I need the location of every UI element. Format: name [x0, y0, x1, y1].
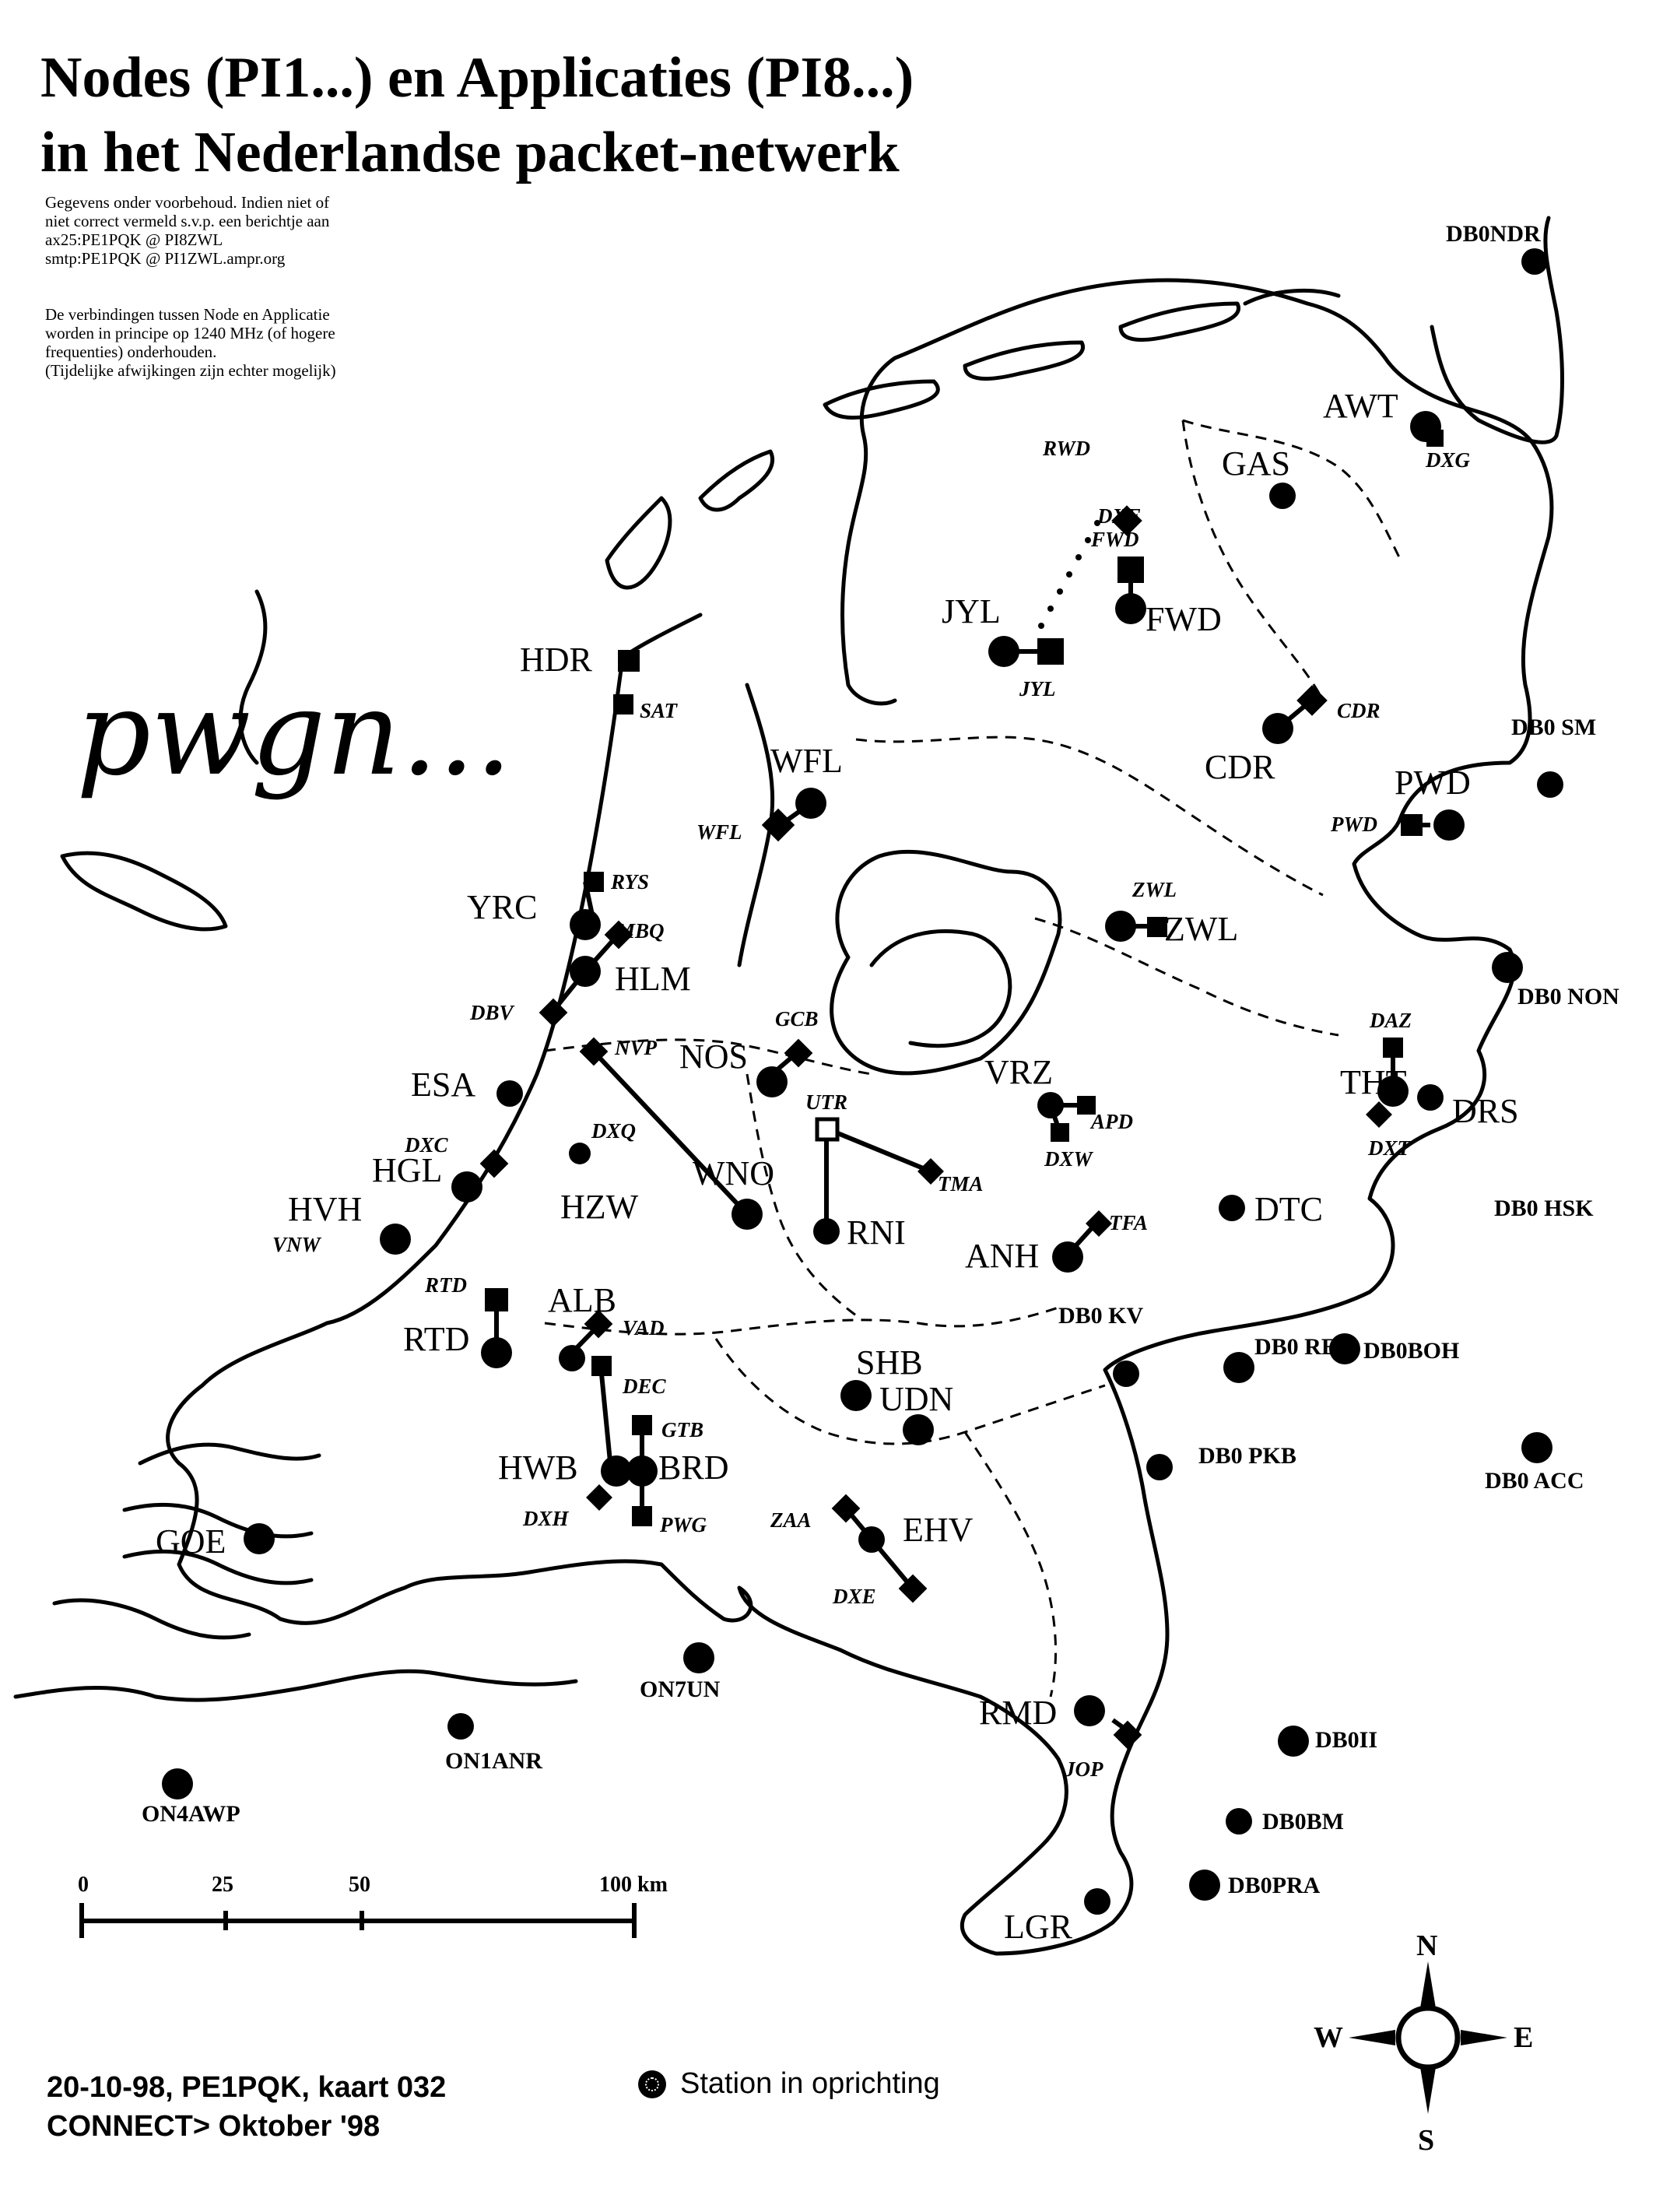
node-marker-cdr [1262, 713, 1293, 744]
node-marker-yrc [570, 909, 601, 940]
label-db0acc: DB0 ACC [1485, 1468, 1584, 1494]
app-marker-gtb [632, 1415, 652, 1435]
node-marker-hvh [380, 1224, 411, 1255]
label-on7un: ON7UN [640, 1677, 721, 1702]
app-label-gcb: GCB [775, 1007, 819, 1031]
label-db0sm: DB0 SM [1511, 715, 1597, 740]
label-db0res: DB0 RES [1254, 1334, 1350, 1360]
label-rni: RNI [847, 1213, 906, 1252]
disclaimer-frequency: De verbindingen tussen Node en Applicatie worden in principe op 1240 MHz (of hogere frequenties) onderhouden. (Tijdelijke afwijkingen zijn echter mogelijk) [45, 305, 336, 380]
compass-north: N [1416, 1929, 1438, 1962]
node-marker-rni [813, 1218, 840, 1245]
node-marker-hgl [451, 1171, 482, 1203]
node-marker-db0kv [1113, 1361, 1139, 1387]
node-marker-db0non [1492, 952, 1523, 983]
node-marker-ehv [858, 1526, 885, 1553]
station-in-construction-icon [638, 2070, 666, 2098]
node-marker-on1anr [447, 1713, 474, 1740]
node-marker-db0bm [1226, 1808, 1252, 1835]
label-db0ndr: DB0NDR [1446, 221, 1541, 247]
node-marker-gas [1269, 483, 1296, 509]
node-marker-wfl [795, 788, 826, 819]
label-esa: ESA [411, 1066, 476, 1104]
app-marker-dec [591, 1356, 612, 1376]
node-marker-pwd [1433, 809, 1465, 841]
node-marker-zwl [1105, 911, 1136, 942]
node-marker-db0pra [1189, 1870, 1220, 1901]
app-label-dxg: DXG [1426, 448, 1471, 472]
label-jyl: JYL [942, 592, 1001, 630]
scale-label-0: 0 [78, 1873, 89, 1897]
label-cdr: CDR [1205, 748, 1275, 786]
label-ehv: EHV [903, 1511, 974, 1549]
node-marker-on4awp [162, 1768, 193, 1799]
handwritten-scribble: pwgn... [76, 666, 513, 802]
app-label-pwg: PWG [660, 1513, 707, 1536]
app-label-jop: JOP [1065, 1757, 1103, 1781]
node-marker-anh [1052, 1241, 1083, 1273]
app-label-rys: RYS [611, 870, 650, 894]
label-alb: ALB [548, 1281, 616, 1319]
label-rtd: RTD [403, 1320, 470, 1358]
scale-bar [78, 1873, 668, 1938]
legend [638, 2067, 940, 2101]
scale-label-50: 50 [349, 1873, 370, 1897]
app-marker-dbv [539, 999, 568, 1027]
label-drs: DRS [1452, 1092, 1519, 1130]
label-db0boh: DB0BOH [1363, 1338, 1460, 1364]
app-label-dxw: DXW [1044, 1147, 1093, 1171]
label-hdr: HDR [520, 641, 592, 679]
label-hgl: HGL [372, 1151, 443, 1189]
app-marker-rtd [485, 1288, 508, 1311]
node-marker-goe [244, 1523, 275, 1554]
app-label-vnw: VNW [272, 1233, 321, 1256]
scale-label-100: 100 km [599, 1873, 668, 1897]
label-tht: THT [1340, 1063, 1407, 1101]
label-db0kv: DB0 KV [1058, 1303, 1144, 1329]
node-marker-dtc [1219, 1195, 1245, 1221]
node-marker-db0ii [1278, 1726, 1309, 1757]
app-label-rtd: RTD [425, 1273, 467, 1297]
label-db0ii: DB0II [1315, 1727, 1378, 1753]
footer-connect: CONNECT> Oktober '98 [47, 2110, 381, 2143]
scale-label-25: 25 [212, 1873, 233, 1897]
app-label-dec: DEC [623, 1375, 666, 1398]
app-label-daz: DAZ [1370, 1009, 1412, 1032]
node-marker-db0pkb [1146, 1454, 1173, 1480]
app-label-sat: SAT [640, 699, 678, 722]
node-app-links [496, 570, 1430, 1734]
app-label-dxc: DXC [405, 1133, 448, 1157]
app-label-dxt: DXT [1368, 1136, 1410, 1160]
label-lgr: LGR [1004, 1908, 1072, 1946]
title-line-2: in het Nederlandse packet-netwerk [40, 121, 900, 184]
app-marker-daz [1383, 1038, 1403, 1058]
label-yrc: YRC [467, 888, 538, 926]
label-wfl: WFL [770, 742, 843, 780]
legend-label: Station in oprichting [680, 2067, 940, 2100]
app-label-pwd: PWD [1331, 813, 1377, 836]
label-nos: NOS [679, 1038, 749, 1076]
app-marker-dxg [1426, 430, 1444, 447]
label-awt: AWT [1323, 387, 1398, 425]
label-on4awp: ON4AWP [142, 1801, 240, 1827]
label-wno: WNO [693, 1154, 775, 1192]
app-label-apd: APD [1091, 1110, 1133, 1133]
app-marker-fwd [1117, 557, 1144, 583]
app-label-nvp: NVP [615, 1036, 657, 1059]
label-db0non: DB0 NON [1517, 984, 1619, 1009]
app-marker-sat [613, 694, 633, 715]
app-label-wfl: WFL [696, 820, 742, 844]
label-shb: SHB [856, 1343, 923, 1382]
node-marker-fwd [1115, 593, 1146, 624]
app-label-mbq: MBQ [616, 919, 665, 943]
label-fwd: FWD [1146, 600, 1222, 638]
app-label-gtb: GTB [661, 1418, 703, 1441]
node-marker-db0ndr [1521, 248, 1548, 275]
label-gas: GAS [1222, 444, 1291, 483]
node-marker-db0res [1223, 1352, 1254, 1383]
app-label-rwd: RWD [1043, 437, 1091, 460]
node-marker-hlm [570, 956, 601, 987]
node-marker-drs [1417, 1084, 1444, 1111]
node-marker-alb [559, 1345, 585, 1371]
footer-date-author: 20-10-98, PE1PQK, kaart 032 [47, 2071, 447, 2104]
app-label-zaa: ZAA [770, 1508, 812, 1532]
node-marker-esa [496, 1080, 523, 1107]
label-db0pra: DB0PRA [1228, 1873, 1321, 1898]
label-db0bm: DB0BM [1262, 1809, 1344, 1835]
app-marker-dxw [1051, 1123, 1069, 1142]
label-anh: ANH [965, 1237, 1040, 1275]
label-brd: BRD [658, 1448, 729, 1487]
label-goe: GOE [156, 1522, 226, 1561]
app-label-dxf: DXF [1097, 504, 1141, 528]
label-hvh: HVH [288, 1190, 363, 1228]
node-marker-shb [840, 1380, 872, 1411]
app-marker-jyl [1037, 638, 1064, 665]
node-marker-brd [626, 1455, 658, 1487]
label-pwd: PWD [1395, 764, 1471, 802]
title-line-1: Nodes (PI1...) en Applicaties (PI8...) [40, 46, 914, 110]
app-label-tma: TMA [938, 1172, 984, 1196]
label-dtc: DTC [1254, 1190, 1323, 1228]
label-hwb: HWB [498, 1448, 578, 1487]
label-hzw: HZW [560, 1188, 639, 1226]
app-marker-hdr [618, 650, 640, 672]
node-marker-rtd [481, 1337, 512, 1368]
app-label-fwd: FWD [1091, 528, 1139, 551]
app-label-zwl: ZWL [1132, 878, 1177, 901]
node-marker-rmd [1074, 1695, 1105, 1726]
label-db0pkb: DB0 PKB [1198, 1443, 1296, 1469]
app-marker-utr [817, 1119, 837, 1139]
label-db0hsk: DB0 HSK [1494, 1196, 1594, 1221]
app-label-dxh: DXH [523, 1507, 569, 1530]
node-marker-db0acc [1521, 1432, 1552, 1463]
node-marker-db0sm [1537, 771, 1563, 798]
compass-rose [1314, 1929, 1533, 2157]
label-hlm: HLM [615, 960, 691, 998]
disclaimer-contact: Gegevens onder voorbehoud. Indien niet of niet correct vermeld s.v.p. een berichtje aan ax25:PE1PQK @ PI8ZWL smtp:PE1PQK @ PI1ZWL.ampr.org [45, 193, 330, 268]
node-labels [142, 221, 1619, 1946]
node-marker-on7un [683, 1642, 714, 1673]
node-marker-nos [756, 1066, 788, 1097]
app-label-dxe: DXE [833, 1585, 876, 1608]
node-marker-lgr [1084, 1888, 1110, 1915]
label-udn: UDN [879, 1380, 954, 1418]
app-marker-dxh [586, 1484, 612, 1511]
label-rmd: RMD [979, 1694, 1058, 1732]
node-marker-hzw [569, 1143, 591, 1164]
node-marker-vrz [1037, 1092, 1064, 1118]
compass-west: W [1314, 2021, 1343, 2054]
node-marker-udn [903, 1414, 934, 1445]
app-marker-pwg [632, 1506, 652, 1526]
app-label-cdr: CDR [1337, 699, 1381, 722]
app-label-dxq: DXQ [591, 1119, 637, 1143]
app-marker-rys [584, 872, 604, 892]
app-label-dbv: DBV [470, 1001, 514, 1024]
app-marker-pwd [1401, 814, 1423, 836]
label-zwl: ZWL [1164, 910, 1239, 948]
app-label-tfa: TFA [1109, 1211, 1149, 1234]
node-marker-wno [732, 1199, 763, 1230]
app-label-utr: UTR [805, 1090, 847, 1114]
coastline [16, 218, 1563, 1954]
label-on1anr: ON1ANR [445, 1748, 542, 1774]
app-label-vad: VAD [623, 1316, 665, 1339]
compass-east: E [1514, 2021, 1534, 2054]
compass-south: S [1418, 2124, 1435, 2157]
label-vrz: VRZ [984, 1053, 1053, 1091]
app-label-jyl: JYL [1019, 677, 1056, 700]
node-marker-jyl [988, 636, 1019, 667]
